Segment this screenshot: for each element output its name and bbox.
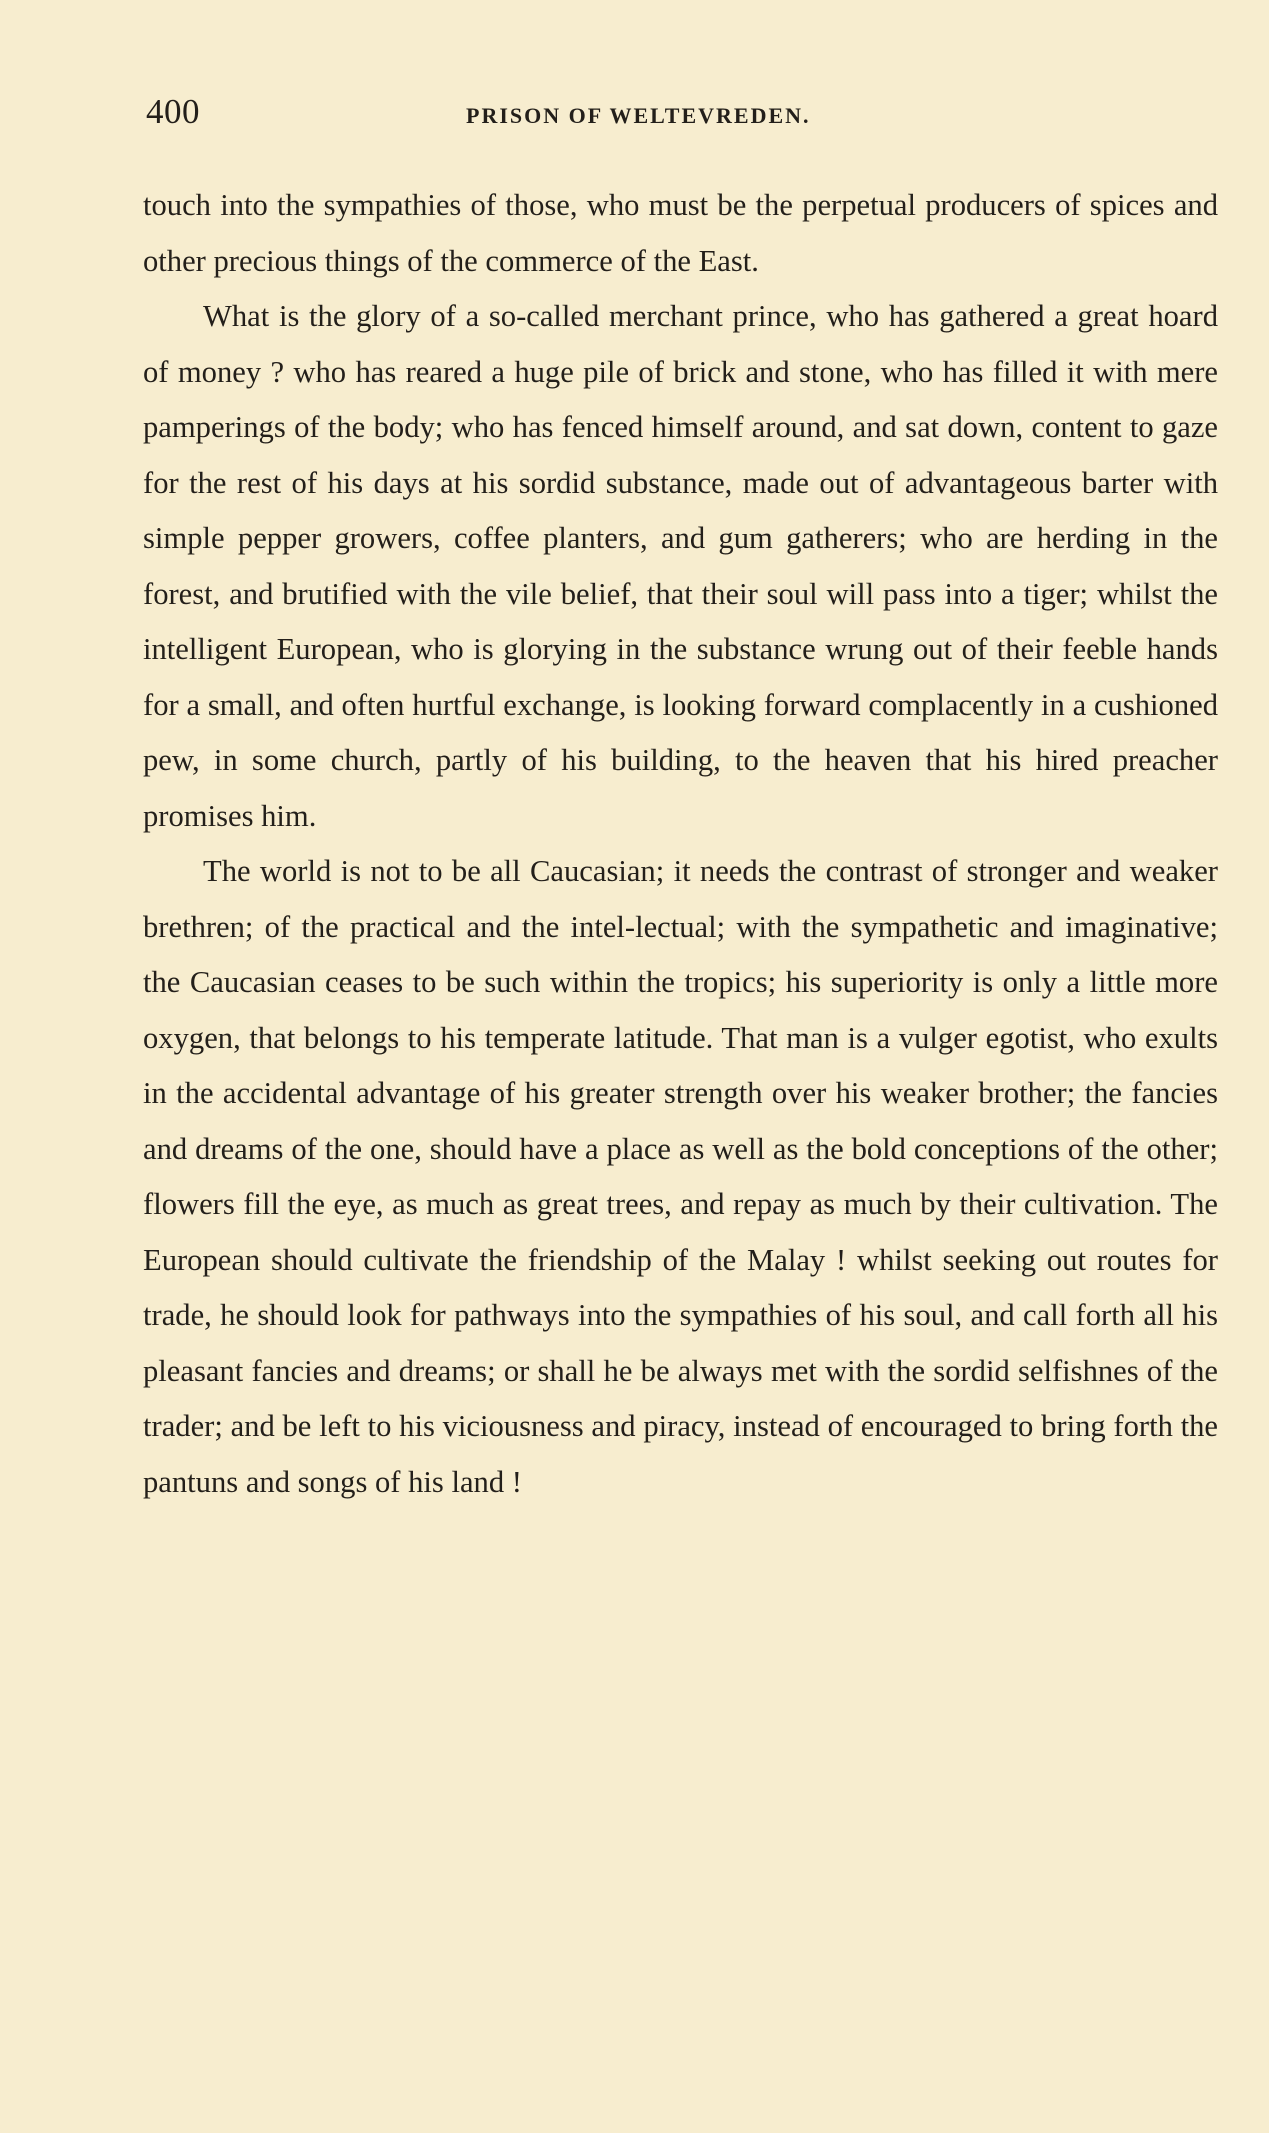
paragraph-caucasian: The world is not to be all Caucasian; it needs the contrast of stronger and weaker brethren; of the practical and the intel-lectual; with the sympathetic and imaginative; the Caucasian ceases to be such within the tropics; his superiority is only a little more oxygen, that belongs to his temperate latitude. That man is a vulger egotist, who exults in the accidental advantage of his greater strength over his weaker brother; the fancies and dreams of the one, should have a place as well as the bold conceptions of the other; flowers fill the eye, as much as great trees, and repay as much by their cultivation. The European should cultivate the friendship of the Malay ! whilst seeking out routes for trade, he should look for pathways into the sympathies of his soul, and call forth all his pleasant fancies and dreams; or shall he be always met with the sordid selfishnes of the trader; and be left to his viciousness and piracy, instead of encouraged to bring forth the pantuns and songs of his land ! [143,854,1218,1499]
paragraph-continuation: touch into the sympathies of those, who must be the perpetual producers of spices and other precious things of the commerce of the East. [143,188,1218,278]
page-number: 400 [146,92,200,131]
paragraph-merchant-prince: What is the glory of a so-called merchant prince, who has gathered a great hoard of money ? who has reared a huge pile of brick and stone, who has filled it with mere pamperings of the body; who has fenced himself around, and sat down, content to gaze for the rest of his days at his sordid substance, made out of advantageous barter with simple pepper growers, coffee planters, and gum gatherers; who are herding in the forest, and brutified with the vile belief, that their soul will pass into a tiger; whilst the intelligent European, who is glorying in the substance wrung out of their feeble hands for a small, and often hurtful exchange, is looking forward complacently in a cushioned pew, in some church, partly of his building, to the heaven that his hired preacher promises him. [143,299,1218,833]
body-text [143,178,1218,1510]
page-header [146,92,1216,132]
running-title: PRISON OF WELTEVREDEN. [466,103,811,128]
